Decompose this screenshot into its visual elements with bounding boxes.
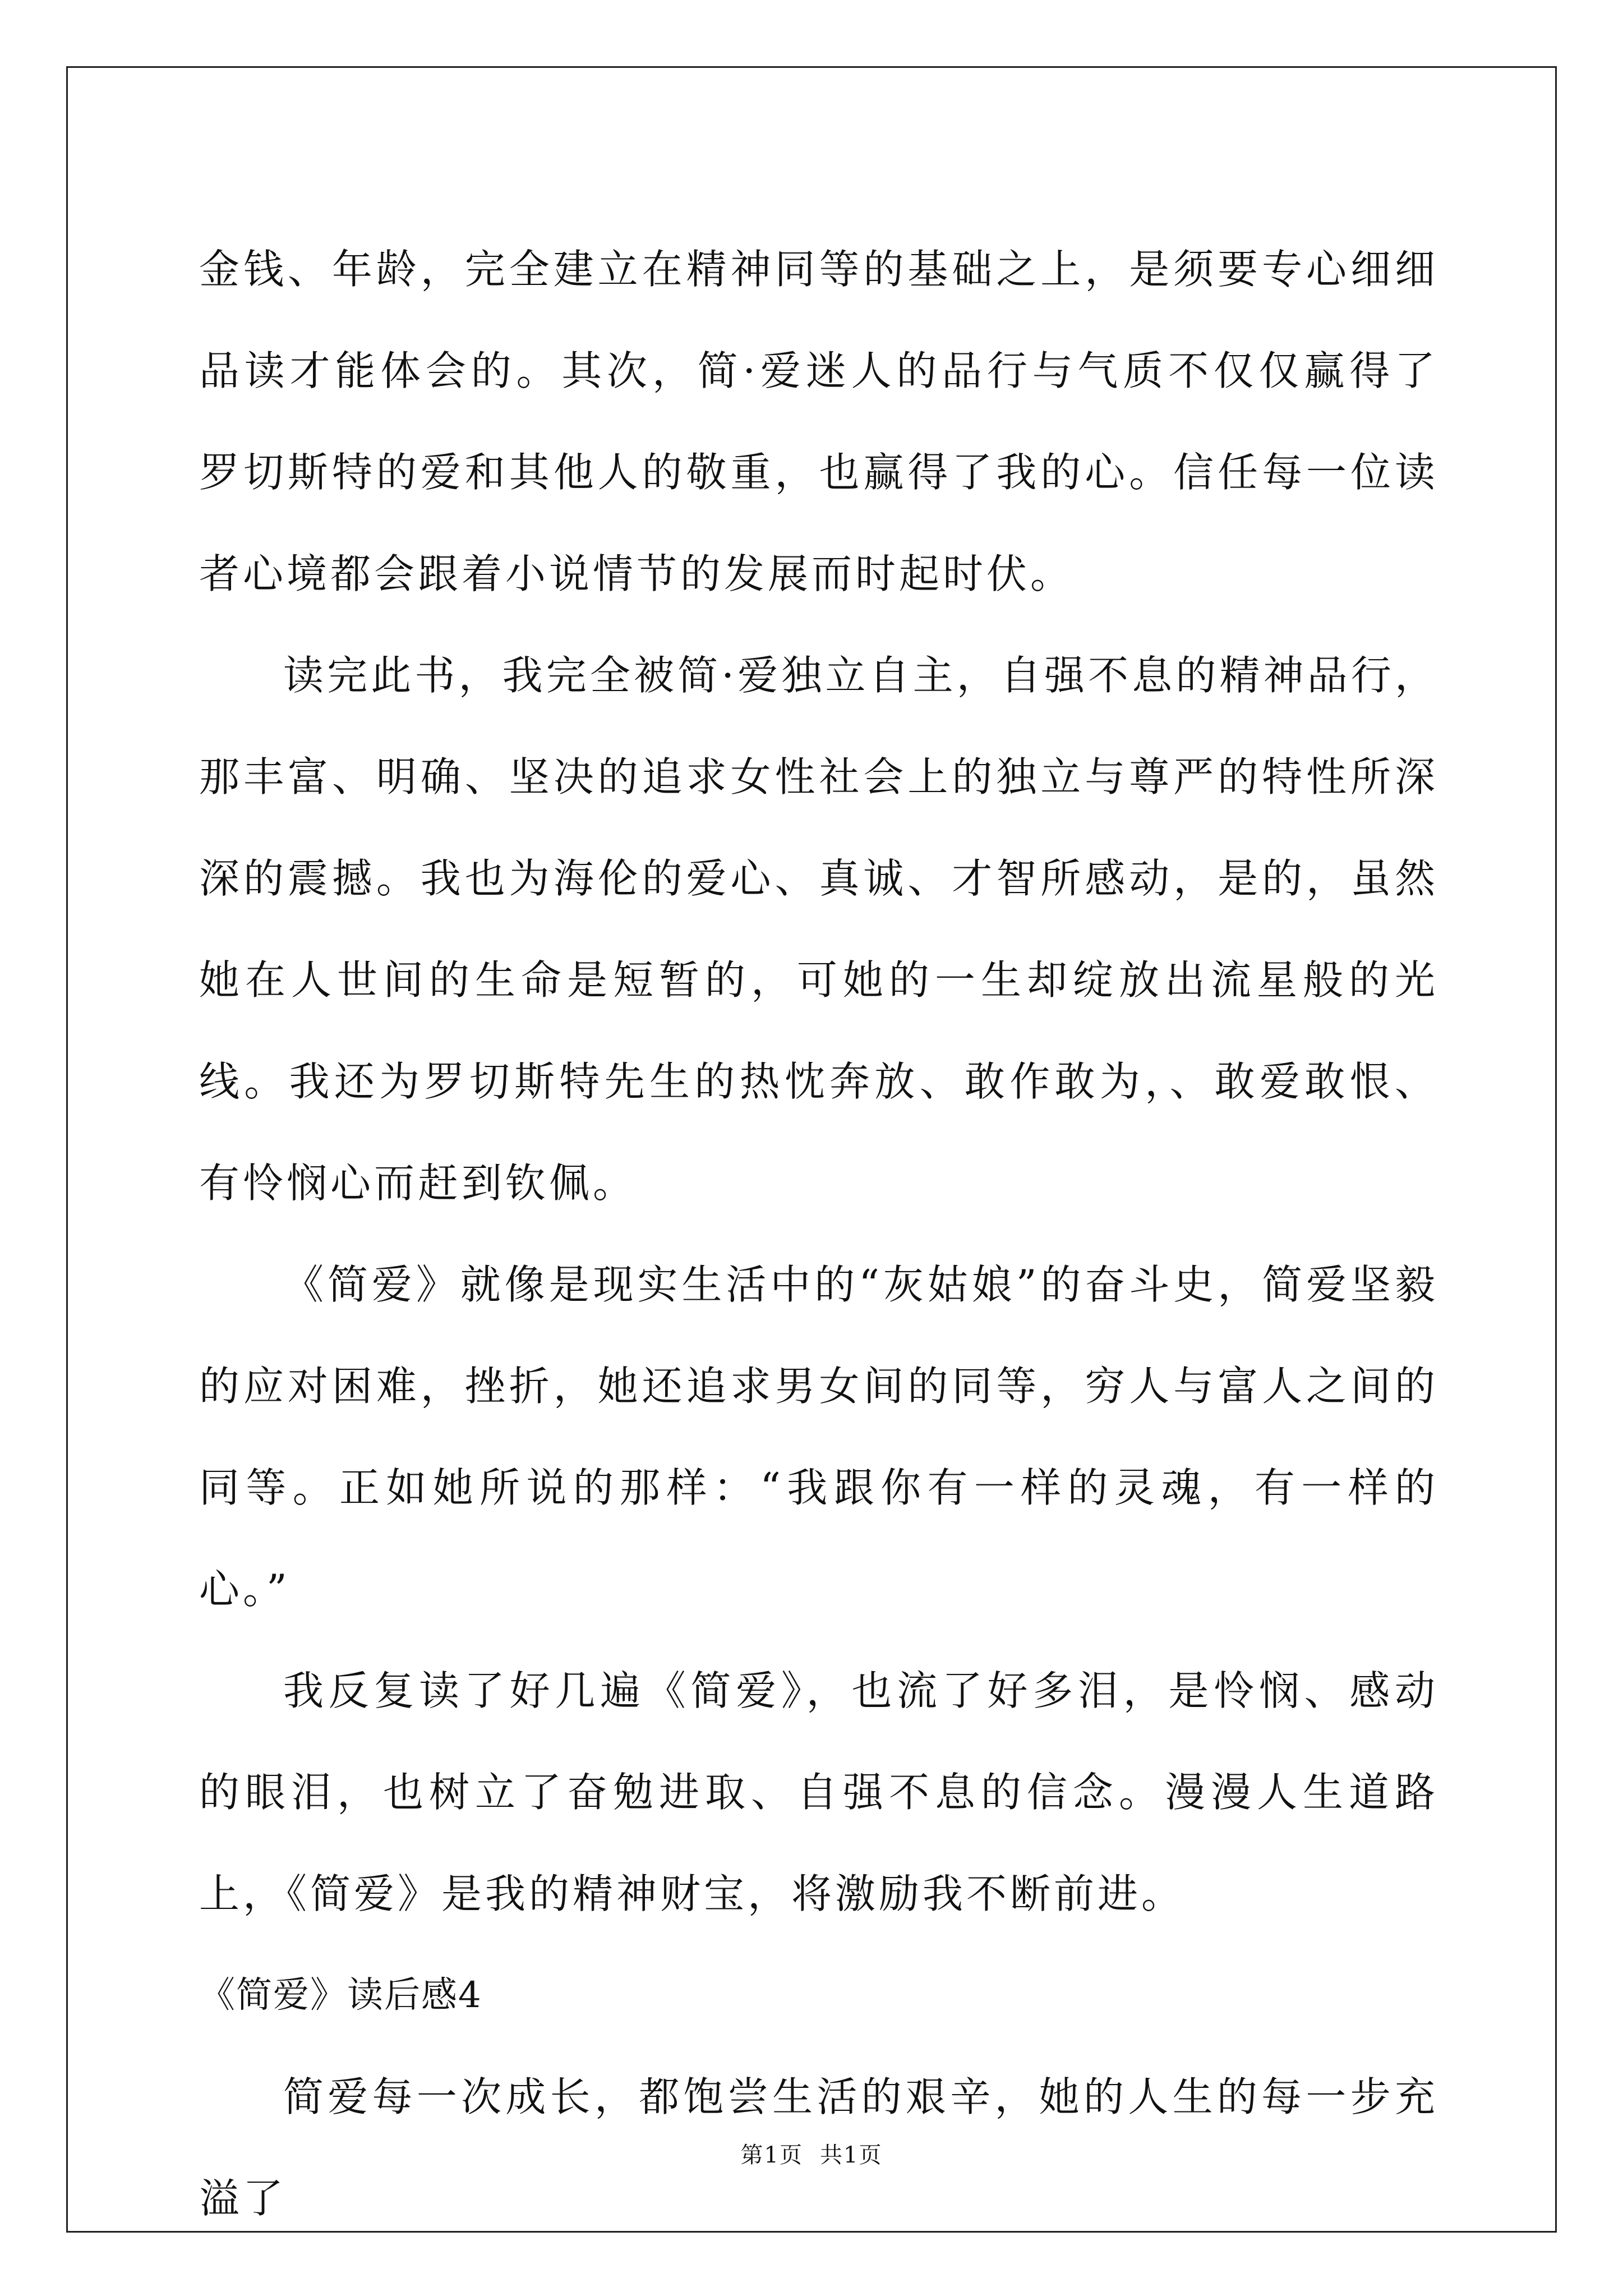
paragraph-5: 简爱每一次成长，都饱尝生活的艰辛，她的人生的每一步充溢了 (199, 2073, 1438, 2222)
paragraph-4: 我反复读了好几遍《简爱》，也流了好多泪，是怜悯、感动的眼泪，也树立了奋勉进取、自强不息的信念。漫漫人生道路上，《简爱》是我的精神财宝，将激励我不断前进。 (199, 1667, 1438, 1917)
paragraph-2: 读完此书，我完全被简·爱独立自主，自强不息的精神品行，那丰富、明确、坚决的追求女性社会上的独立与尊严的特性所深深的震撼。我也为海伦的爱心、真诚、才智所感动，是的，虽然她在人世间的生命是短暂的，可她的一生却绽放出流星般的光线。我还为罗切斯特先生的热忱奔放、敢作敢为，、敢爱敢恨、有怜悯心而赶到钦佩。 (199, 652, 1438, 1207)
paragraph-1: 金钱、年龄，完全建立在精神同等的基础之上，是须要专心细细品读才能体会的。其次，简·爱迷人的品行与气质不仅仅赢得了罗切斯特的爱和其他人的敬重，也赢得了我的心。信任每一位读者心境都会跟着小说情节的发展而时起时伏。 (199, 246, 1438, 597)
document-body (199, 219, 1438, 2249)
paragraph-3: 《简爱》就像是现实生活中的“灰姑娘”的奋斗史，简爱坚毅的应对困难，挫折，她还追求男女间的同等，穷人与富人之间的同等。正如她所说的那样：“我跟你有一样的灵魂，有一样的心。” (199, 1261, 1438, 1613)
page-footer (0, 2137, 1623, 2169)
page-number: 第1页 (740, 2142, 803, 2168)
page-total: 共1页 (820, 2142, 883, 2168)
section-heading: 《简爱》读后感4 (199, 1975, 482, 2016)
